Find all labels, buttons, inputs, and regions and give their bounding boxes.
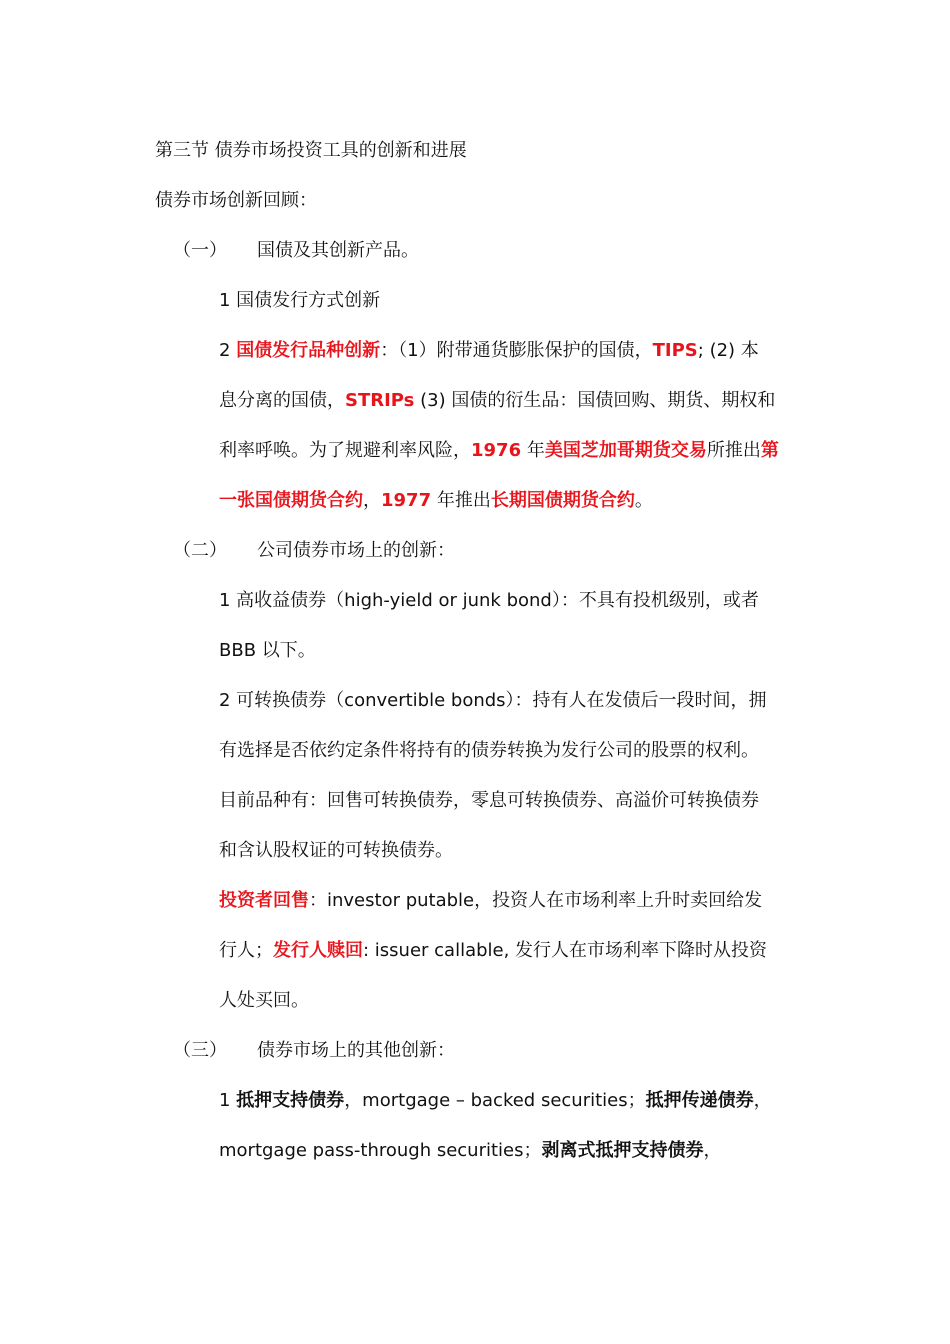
highlight-text: 1976: [471, 440, 522, 461]
text-run: 行人；: [219, 940, 273, 961]
text-run: 年推出: [431, 490, 491, 511]
paragraph-line: [219, 1138, 722, 1164]
paragraph-line: [219, 938, 767, 964]
highlight-text: 国债发行品种创新: [236, 340, 381, 361]
item-bond-issuance: 1 国债发行方式创新: [219, 290, 381, 311]
text-run: 利率呼唤。为了规避利率风险，: [219, 440, 471, 461]
section-1-heading: [173, 238, 419, 264]
text-run: 年: [521, 440, 545, 461]
section-title: 第三节 债券市场投资工具的创新和进展: [155, 140, 467, 161]
text-run: : issuer callable, 发行人在市场利率下降时从投资: [363, 940, 768, 961]
text-run: ，mortgage – backed securities；: [344, 1090, 646, 1111]
paragraph-line: 人处买回。: [219, 990, 309, 1011]
paragraph-line: BBB 以下。: [219, 640, 316, 661]
text-run: 所推出: [706, 440, 761, 461]
review-heading: 债券市场创新回顾：: [155, 190, 317, 211]
highlight-text: STRIPs: [345, 390, 415, 411]
paragraph-line: [219, 438, 779, 464]
text-run: ，: [753, 1090, 772, 1111]
section-1-number: （一）: [173, 240, 227, 261]
text-run: (3) 国债的衍生品：国债回购、期货、期权和: [414, 390, 776, 411]
section-2-title: 公司债券市场上的创新：: [257, 540, 455, 561]
paragraph-line: [219, 388, 775, 414]
paragraph-line: [219, 1088, 772, 1114]
highlight-text: 发行人赎回: [273, 940, 363, 961]
paragraph-line: [219, 488, 653, 514]
bold-text: 剥离式抵押支持债券: [541, 1140, 704, 1161]
highlight-text: 1977: [381, 490, 432, 511]
paragraph-line: [219, 888, 762, 914]
paragraph-line: 1 高收益债券（high-yield or junk bond）：不具有投机级别，或者: [219, 590, 759, 611]
highlight-text: 长期国债期货合约: [490, 490, 635, 511]
text-run: 2: [219, 340, 237, 361]
text-run: ：（1）附带通货膨胀保护的国债，: [380, 340, 653, 361]
text-run: ，: [363, 490, 381, 511]
bold-text: 抵押传递债券: [645, 1090, 754, 1111]
section-2-number: （二）: [173, 540, 227, 561]
text-run: ; (2) 本: [697, 340, 759, 361]
highlight-text: 一张国债期货合约: [219, 490, 363, 511]
text-run: 1: [219, 1090, 237, 1111]
paragraph-line: [219, 338, 759, 364]
text-run: ：investor putable，投资人在市场利率上升时卖回给发: [309, 890, 763, 911]
paragraph-line: 2 可转换债券（convertible bonds）：持有人在发债后一段时间，拥: [219, 690, 767, 711]
bold-text: 抵押支持债券: [236, 1090, 345, 1111]
highlight-text: TIPS: [652, 340, 698, 361]
section-1-title: 国债及其创新产品。: [257, 240, 419, 261]
paragraph-line: 目前品种有：回售可转换债券，零息可转换债券、高溢价可转换债券: [219, 790, 759, 811]
highlight-text: 第: [760, 440, 779, 461]
section-3-number: （三）: [173, 1040, 227, 1061]
highlight-text: 投资者回售: [219, 890, 309, 911]
text-run: 。: [634, 490, 653, 511]
section-3-title: 债券市场上的其他创新：: [257, 1040, 455, 1061]
paragraph-line: 有选择是否依约定条件将持有的债券转换为发行公司的股票的权利。: [219, 740, 759, 761]
text-run: mortgage pass-through securities；: [219, 1140, 542, 1161]
text-run: ，: [703, 1140, 722, 1161]
section-3-heading: [173, 1038, 455, 1064]
text-run: 息分离的国债，: [219, 390, 345, 411]
highlight-text: 美国芝加哥期货交易: [544, 440, 707, 461]
section-2-heading: [173, 538, 455, 564]
paragraph-line: 和含认股权证的可转换债券。: [219, 840, 453, 861]
